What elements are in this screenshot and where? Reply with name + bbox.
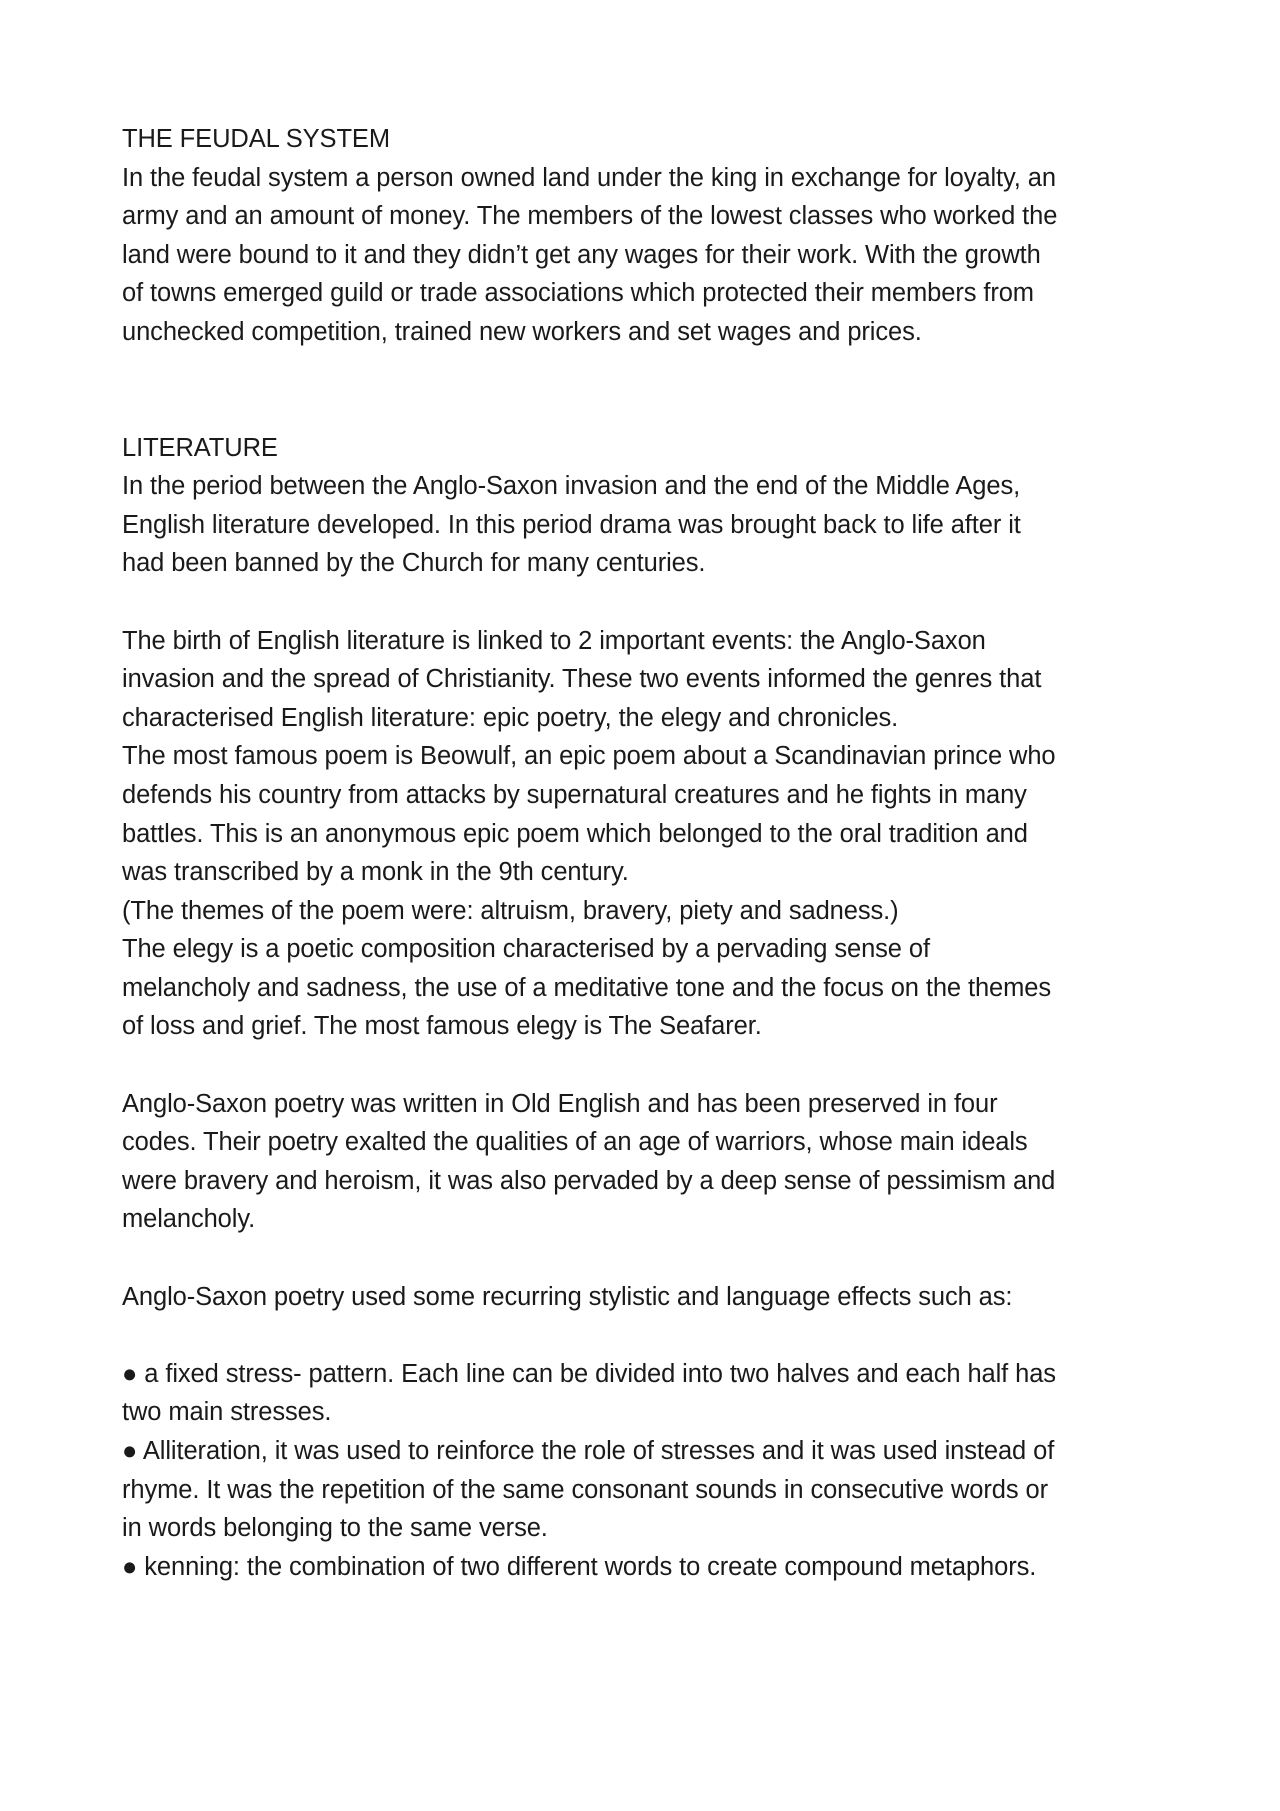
list-item-line: two main stresses. [122,1398,332,1427]
list-item-line: in words belonging to the same verse. [122,1514,548,1543]
paragraph-spacer [122,583,1182,622]
text-line: defends his country from attacks by supernatural creatures and he fights in many [122,780,1027,809]
list-item-line: ● Alliteration, it was used to reinforce the role of stresses and it was used instead of [122,1437,1055,1465]
section-spacer [122,352,1182,429]
text-line: codes. Their poetry exalted the qualities of an age of warriors, whose main ideals [122,1128,1028,1157]
paragraph-spacer [122,1316,1182,1355]
text-line: unchecked competition, trained new workers and set wages and prices. [122,317,922,346]
list-item-line: ● kenning: the combination of two different words to create compound metaphors. [122,1552,1037,1581]
text-line: were bravery and heroism, it was also pervaded by a deep sense of pessimism and [122,1166,1056,1195]
text-line: had been banned by the Church for many centuries. [122,549,706,578]
stylistic-effects-list [122,1355,1182,1587]
text-line: In the period between the Anglo-Saxon invasion and the end of the Middle Ages, [122,472,1021,501]
text-line: of loss and grief. The most famous elegy is The Seafarer. [122,1012,762,1041]
list-item-line: rhyme. It was the repetition of the same consonant sounds in consecutive words or [122,1475,1048,1504]
feudal-paragraph [122,159,1182,352]
text-line: English literature developed. In this period drama was brought back to life after it [122,510,1021,539]
text-line: The birth of English literature is linked to 2 important events: the Anglo-Saxon [122,626,986,655]
literature-birth-paragraph [122,622,1182,1047]
text-line: land were bound to it and they didn’t get any wages for their work. With the growth [122,240,1041,269]
paragraph-spacer [122,1046,1182,1085]
text-line: (The themes of the poem were: altruism, bravery, piety and sadness.) [122,896,899,925]
text-line: battles. This is an anonymous epic poem which belonged to the oral tradition and [122,819,1028,848]
text-line: of towns emerged guild or trade associations which protected their members from [122,279,1034,308]
text-line: invasion and the spread of Christianity. These two events informed the genres that [122,665,1042,694]
text-line: Anglo-Saxon poetry was written in Old English and has been preserved in four [122,1089,998,1118]
section-heading-literature: LITERATURE [122,433,278,462]
literature-intro-paragraph [122,467,1182,583]
text-line: The elegy is a poetic composition characterised by a pervading sense of [122,935,930,964]
text-line: was transcribed by a monk in the 9th century. [122,858,629,887]
anglo-saxon-poetry-paragraph [122,1085,1182,1239]
text-line: characterised English literature: epic poetry, the elegy and chronicles. [122,703,899,732]
text-line: melancholy and sadness, the use of a meditative tone and the focus on the themes [122,973,1052,1002]
list-item-line: ● a fixed stress- pattern. Each line can be divided into two halves and each half has [122,1359,1056,1388]
text-line: melancholy. [122,1205,256,1234]
document-page [122,120,1182,1586]
section-heading-feudal-system: THE FEUDAL SYSTEM [122,125,390,153]
text-line: army and an amount of money. The members of the lowest classes who worked the [122,202,1058,231]
text-line: In the feudal system a person owned land under the king in exchange for loyalty, an [122,163,1056,192]
paragraph-spacer [122,1239,1182,1278]
effects-intro-text: Anglo-Saxon poetry used some recurring stylistic and language effects such as: [122,1282,1013,1311]
text-line: The most famous poem is Beowulf, an epic poem about a Scandinavian prince who [122,742,1056,771]
